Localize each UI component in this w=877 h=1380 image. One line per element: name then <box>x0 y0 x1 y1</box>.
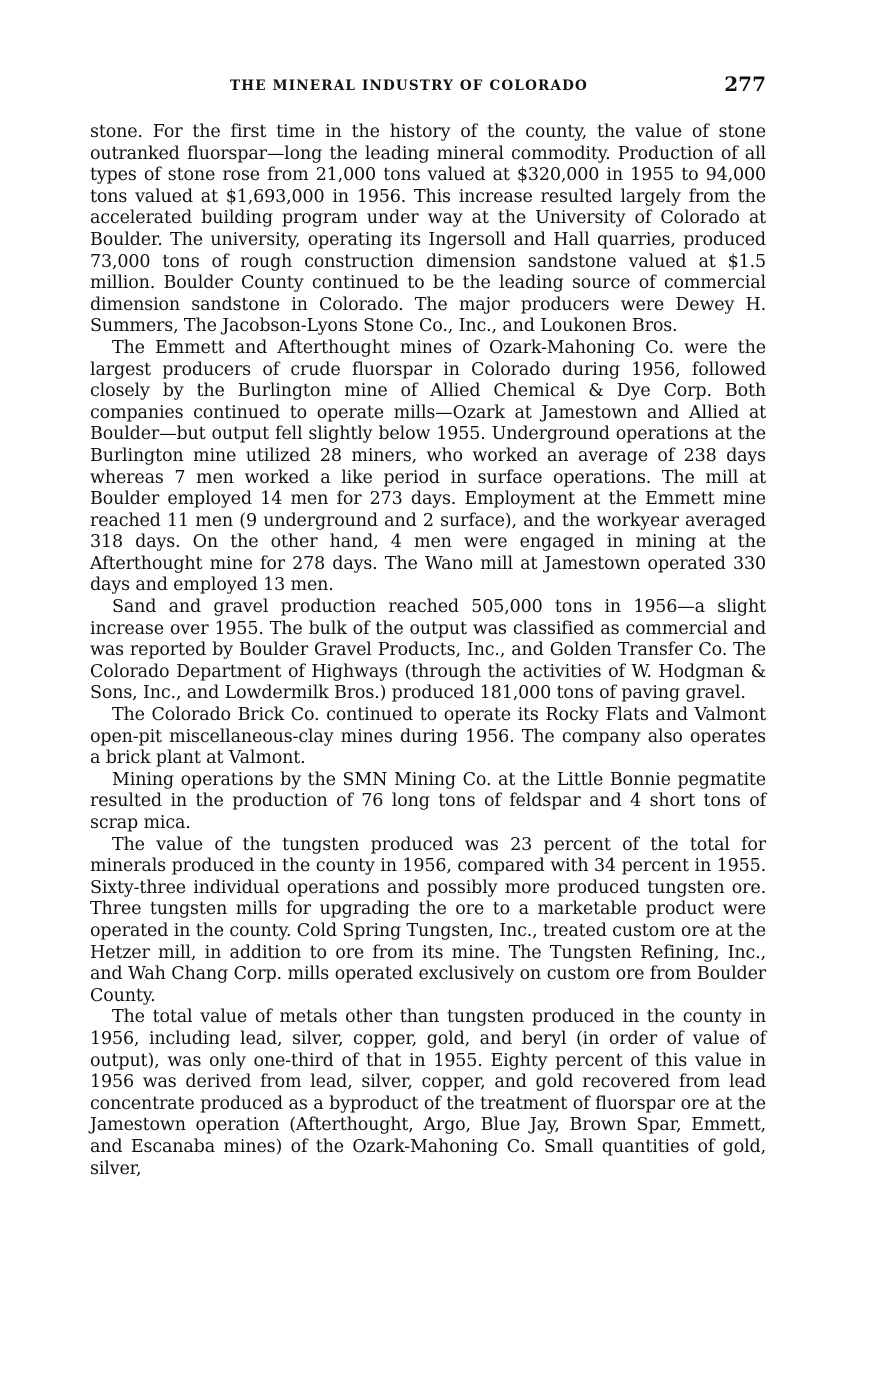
running-head: THE MINERAL INDUSTRY OF COLORADO <box>230 78 588 94</box>
body-text <box>90 122 766 1180</box>
page-number: 277 <box>724 72 766 96</box>
paragraph-brick: The Colorado Brick Co. continued to operate its Rocky Flats and Valmont open-pit miscellaneous-clay mines during 1956. The company also operates a brick plant at Valmont. <box>90 705 766 769</box>
paragraph-fluorspar: The Emmett and Afterthought mines of Ozark-Mahoning Co. were the largest producers of crude fluorspar in Colorado during 1956, followed closely by the Burlington mine of Allied Chemical & Dye Corp. Both companies continued to operate mills—Ozark at Jamestown and Allied at Boulder—but output fell slightly below 1955. Underground operations at the Burlington mine utilized 28 miners, who worked an average of 238 days whereas 7 men worked a like period in surface operations. The mill at Boulder employed 14 men for 273 days. Employment at the Emmett mine reached 11 men (9 underground and 2 surface), and the workyear averaged 318 days. On the other hand, 4 men were engaged in mining at the Afterthought mine for 278 days. The Wano mill at Jamestown operated 330 days and employed 13 men. <box>90 337 766 596</box>
paragraph-other-metals: The total value of metals other than tungsten produced in the county in 1956, including lead, silver, copper, gold, and beryl (in order of value of output), was only one-third of that in 1955. Eighty percent of this value in 1956 was derived from lead, silver, copper, and gold recovered from lead concentrate produced as a byproduct of the treatment of fluorspar ore at the Jamestown operation (Afterthought, Argo, Blue Jay, Brown Spar, Emmett, and Escanaba mines) of the Ozark-Mahoning Co. Small quantities of gold, silver, <box>90 1007 766 1179</box>
paragraph-tungsten: The value of the tungsten produced was 23 percent of the total for minerals produced in the county in 1956, compared with 34 percent in 1955. Sixty-three individual operations and possibly more produced tungsten ore. Three tungsten mills for upgrading the ore to a marketable product were operated in the county. Cold Spring Tungsten, Inc., treated custom ore at the Hetzer mill, in addition to ore from its mine. The Tungsten Refining, Inc., and Wah Chang Corp. mills operated exclusively on custom ore from Boulder County. <box>90 834 766 1006</box>
paragraph-feldspar-mica: Mining operations by the SMN Mining Co. at the Little Bonnie pegmatite resulted in the production of 76 long tons of feldspar and 4 short tons of scrap mica. <box>90 769 766 833</box>
paragraph-sand-gravel: Sand and gravel production reached 505,000 tons in 1956—a slight increase over 1955. The bulk of the output was classified as commercial and was reported by Boulder Gravel Products, Inc., and Golden Transfer Co. The Colorado Department of Highways (through the activities of W. Hodgman & Sons, Inc., and Lowdermilk Bros.) produced 181,000 tons of paving gravel. <box>90 597 766 704</box>
page-header <box>90 70 766 114</box>
paragraph-stone-continued: stone. For the first time in the history of the county, the value of stone outranked fluorspar—long the leading mineral commodity. Production of all types of stone rose from 21,000 tons valued at $320,000 in 1955 to 94,000 tons valued at $1,693,000 in 1956. This increase resulted largely from the accelerated building program under way at the University of Colorado at Boulder. The university, operating its Ingersoll and Hall quarries, produced 73,000 tons of rough construction dimension sandstone valued at $1.5 million. Boulder County continued to be the leading source of commercial dimension sandstone in Colorado. The major producers were Dewey H. Summers, The Jacobson-Lyons Stone Co., Inc., and Loukonen Bros. <box>90 122 766 337</box>
document-page <box>90 70 766 1180</box>
